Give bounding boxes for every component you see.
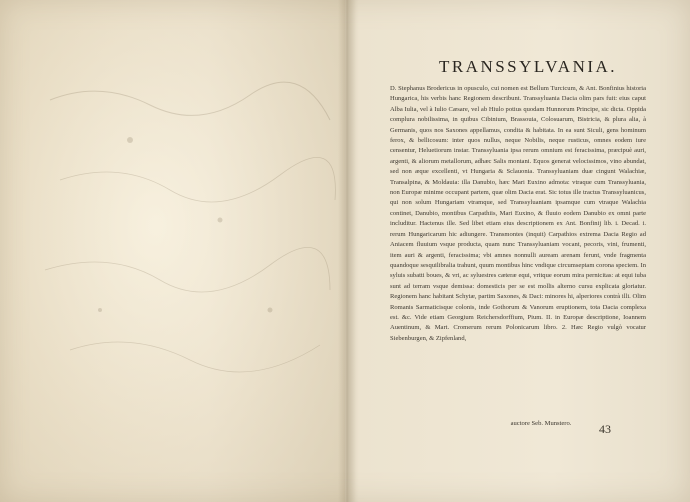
author-attribution: auctore Seb. Munstero. (510, 420, 572, 427)
page-title: TRANSSYLVANIA. (438, 57, 618, 76)
body-paragraph-main: D. Stephanus Brodericus in opusculo, cui nomen est Bellum Turcicum, & Ant. Bonfinius historia Hungarica, his verbis hanc Regionem describunt. Transsyluania Dacia olim pars fuit: eius caput Alba Iulia, vel à Iulio Cæsare, vel ab Hiulo potius quodam Hunnorum Principe, sic dicta. Oppida complura nobilissima, in quibus Cibinium, Brassouia, Colosuarum, Bistricia, & plura alia, à Germanis, quos nos Saxones appellamus, condita & habitata. In ea sunt Siculi, gens hominum ferox, & bellicosum: inter quos nullus, neque Nobilis, neque rusticus, omnes eodem iure censentur, Heluetiorum instar. Transsyluania ipsa rerum omnium est feracissima, præcipuè auri, argenti, & aliorum metallorum, adhæc Salis montani. Equos generat velocissimos, vino abundat, sed non æque excellenti, vt Hungaria & Sclauonia. Transsyluaniam duæ cingunt Walachiæ, Transalpina, & Moldauia: illa Danubio, hæc Mari Euxino admota: vtraque cum Transsyluania, non Europæ minime occupant partem, quæ olim Dacia erat. Sic totus ille tractus Transsyluanicus, qui non solum Hungariam vtramque, sed Transsyluaniam ipsamque cum vtraque Walachia continet, Danubio, montibus Carpathiis, Mari Euxino, & fluuio eodem Danubio ex omni parte includitur. Hactenus ille. Sed libet etiam eius descriptionem ex Ant. Bonfinij lib. i. Decad. i. rerum Hungaricarum hic adiungere. Transmontes (inquit) Carpathios extrema Dacia Regio ad Aniacem fluuium vsque producta, quam nunc Transsyluaniam vocant, pecoris, vini, frumenti, item auri & argenti, feracissima; vbi amnes nonnulli auream arenam ferunt, vnde fragmenta quandoque sesquilibralia trahunt, quum montibus hinc vndique circumseptam corona speciem. In syluis subatti boues, & vri, ac syluestres cæteræ equi, vritque eorum mira pernicitas: at equi iuba sunt ad terram vsque demissa: domesticis per se est mollis alterno cursu explicata gloriatur. Regionem hanc habitant Schytæ, partim Saxones, & Daci: minores hi, alperiores contrà illi. Olim Romanis Sarmaticisque colonis, inde Gothorum & Vanorum eruptionem, tota Dacia complexa est. &c. Vide etiam Georgium Reichersdorffium, Pium. II. in Europæ descriptione, Ioannem Auentinum, & Mart. Cromerum rerum Polonicarum libro. 2. (390, 85, 646, 332)
right-page-text (356, 0, 690, 502)
body-paragraph-closing: Hæc Regio vulgò vocatur Siebenburgen, & Zipfenland, (390, 324, 647, 342)
page-number: 43 (599, 422, 611, 436)
map-bleed-through (40, 60, 340, 390)
body-paragraph (390, 84, 646, 344)
book-gutter (338, 0, 356, 502)
